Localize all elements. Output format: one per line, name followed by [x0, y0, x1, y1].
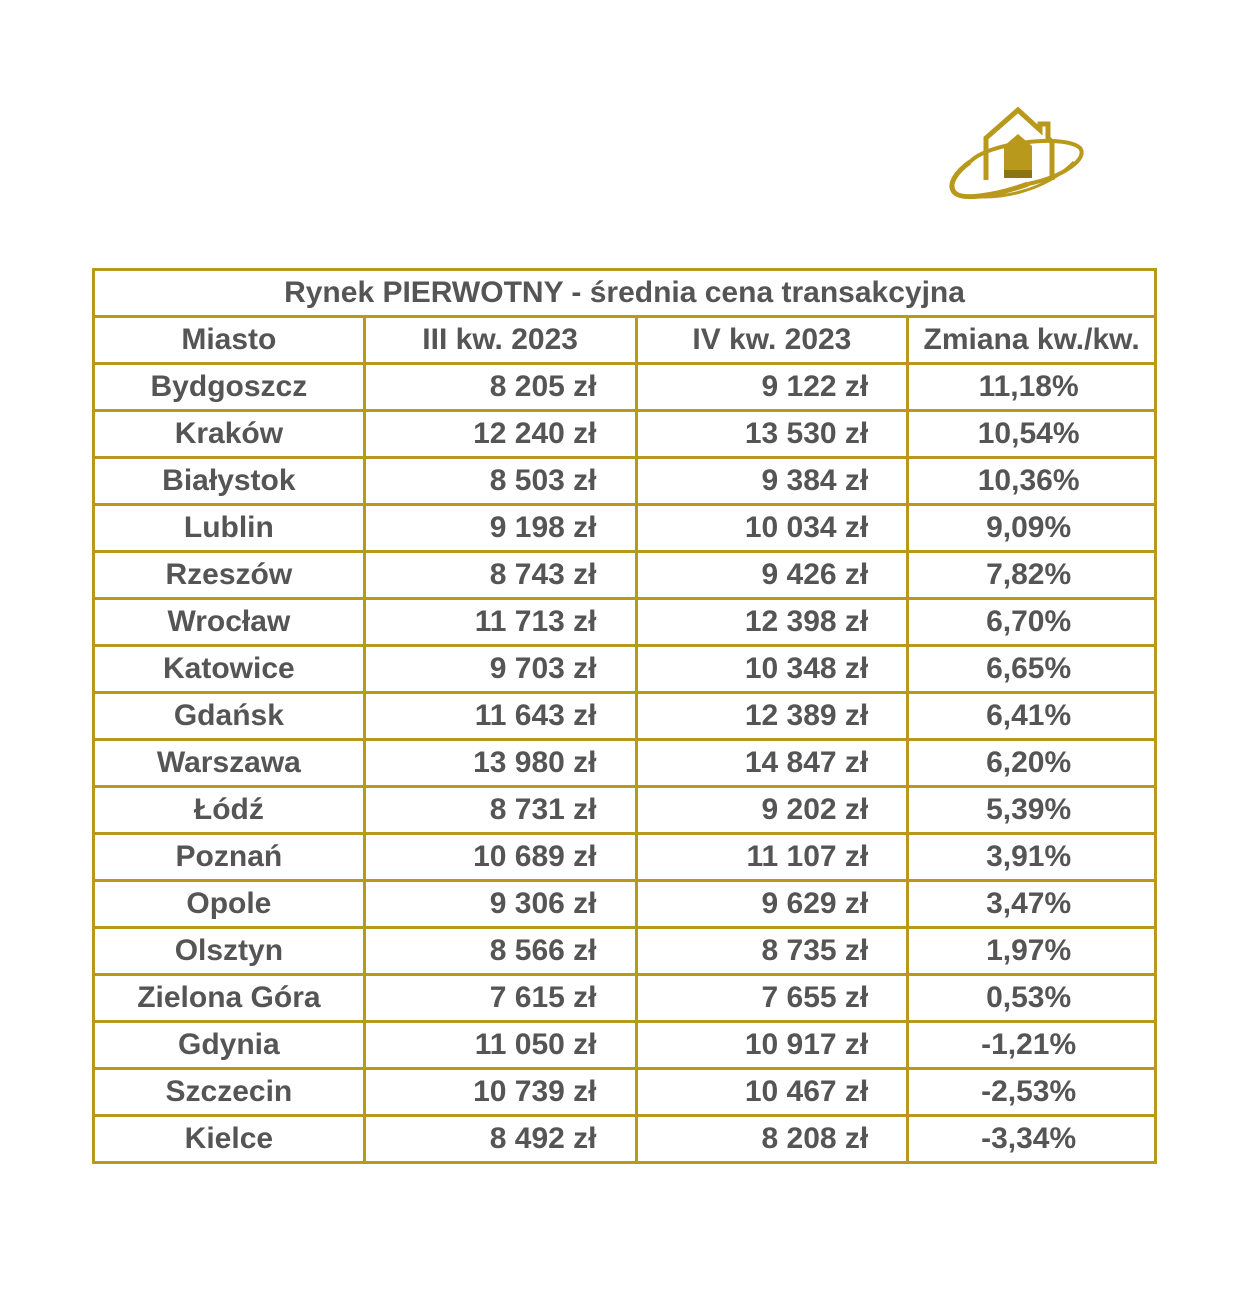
city-cell: Szczecin: [94, 1069, 365, 1116]
city-cell: Gdynia: [94, 1022, 365, 1069]
city-cell: Gdańsk: [94, 693, 365, 740]
q3-price-cell: 7 615 zł: [364, 975, 636, 1022]
city-cell: Lublin: [94, 505, 365, 552]
city-cell: Opole: [94, 881, 365, 928]
change-cell: 6,70%: [908, 599, 1156, 646]
table-row: [94, 928, 1156, 975]
change-cell: 5,39%: [908, 787, 1156, 834]
city-cell: Łódź: [94, 787, 365, 834]
q4-price-cell: 9 629 zł: [636, 881, 908, 928]
change-cell: 11,18%: [908, 364, 1156, 411]
table-row: [94, 505, 1156, 552]
table-row: [94, 1069, 1156, 1116]
q4-price-cell: 8 208 zł: [636, 1116, 908, 1163]
change-cell: 7,82%: [908, 552, 1156, 599]
change-cell: 10,54%: [908, 411, 1156, 458]
city-cell: Zielona Góra: [94, 975, 365, 1022]
city-cell: Rzeszów: [94, 552, 365, 599]
q3-price-cell: 10 739 zł: [364, 1069, 636, 1116]
city-cell: Warszawa: [94, 740, 365, 787]
city-cell: Katowice: [94, 646, 365, 693]
q3-price-cell: 9 703 zł: [364, 646, 636, 693]
table-header-row: [94, 317, 1156, 364]
column-header-city: Miasto: [94, 317, 365, 364]
change-cell: 3,47%: [908, 881, 1156, 928]
q3-price-cell: 8 743 zł: [364, 552, 636, 599]
change-cell: 1,97%: [908, 928, 1156, 975]
table-row: [94, 693, 1156, 740]
house-logo-icon: [948, 104, 1088, 204]
city-cell: Wrocław: [94, 599, 365, 646]
price-table: [92, 268, 1157, 1164]
city-cell: Białystok: [94, 458, 365, 505]
table-title-row: [94, 270, 1156, 317]
column-header-change: Zmiana kw./kw.: [908, 317, 1156, 364]
change-cell: 3,91%: [908, 834, 1156, 881]
city-cell: Kraków: [94, 411, 365, 458]
change-cell: -2,53%: [908, 1069, 1156, 1116]
table-row: [94, 834, 1156, 881]
q4-price-cell: 10 034 zł: [636, 505, 908, 552]
q4-price-cell: 9 122 zł: [636, 364, 908, 411]
q3-price-cell: 11 713 zł: [364, 599, 636, 646]
change-cell: 10,36%: [908, 458, 1156, 505]
q4-price-cell: 12 398 zł: [636, 599, 908, 646]
table-title: Rynek PIERWOTNY - średnia cena transakcyjna: [94, 270, 1156, 317]
table-row: [94, 881, 1156, 928]
q3-price-cell: 8 205 zł: [364, 364, 636, 411]
q4-price-cell: 14 847 zł: [636, 740, 908, 787]
change-cell: 9,09%: [908, 505, 1156, 552]
table-row: [94, 1022, 1156, 1069]
change-cell: 6,65%: [908, 646, 1156, 693]
q4-price-cell: 10 467 zł: [636, 1069, 908, 1116]
q3-price-cell: 13 980 zł: [364, 740, 636, 787]
q4-price-cell: 7 655 zł: [636, 975, 908, 1022]
q3-price-cell: 11 050 zł: [364, 1022, 636, 1069]
q4-price-cell: 11 107 zł: [636, 834, 908, 881]
q3-price-cell: 8 731 zł: [364, 787, 636, 834]
q4-price-cell: 10 917 zł: [636, 1022, 908, 1069]
table-body: [94, 364, 1156, 1163]
q4-price-cell: 8 735 zł: [636, 928, 908, 975]
q4-price-cell: 9 202 zł: [636, 787, 908, 834]
column-header-q3-2023: III kw. 2023: [364, 317, 636, 364]
change-cell: -3,34%: [908, 1116, 1156, 1163]
q4-price-cell: 9 426 zł: [636, 552, 908, 599]
table-row: [94, 646, 1156, 693]
q4-price-cell: 10 348 zł: [636, 646, 908, 693]
change-cell: 6,20%: [908, 740, 1156, 787]
change-cell: 0,53%: [908, 975, 1156, 1022]
q3-price-cell: 8 503 zł: [364, 458, 636, 505]
city-cell: Bydgoszcz: [94, 364, 365, 411]
q3-price-cell: 8 566 zł: [364, 928, 636, 975]
q3-price-cell: 12 240 zł: [364, 411, 636, 458]
table-row: [94, 975, 1156, 1022]
table-row: [94, 1116, 1156, 1163]
table-row: [94, 599, 1156, 646]
table-row: [94, 411, 1156, 458]
q4-price-cell: 12 389 zł: [636, 693, 908, 740]
q4-price-cell: 13 530 zł: [636, 411, 908, 458]
q3-price-cell: 10 689 zł: [364, 834, 636, 881]
city-cell: Olsztyn: [94, 928, 365, 975]
table-row: [94, 552, 1156, 599]
q4-price-cell: 9 384 zł: [636, 458, 908, 505]
table-row: [94, 787, 1156, 834]
q3-price-cell: 9 306 zł: [364, 881, 636, 928]
q3-price-cell: 9 198 zł: [364, 505, 636, 552]
q3-price-cell: 11 643 zł: [364, 693, 636, 740]
table-row: [94, 458, 1156, 505]
change-cell: 6,41%: [908, 693, 1156, 740]
table-row: [94, 364, 1156, 411]
column-header-q4-2023: IV kw. 2023: [636, 317, 908, 364]
city-cell: Kielce: [94, 1116, 365, 1163]
change-cell: -1,21%: [908, 1022, 1156, 1069]
q3-price-cell: 8 492 zł: [364, 1116, 636, 1163]
table-row: [94, 740, 1156, 787]
city-cell: Poznań: [94, 834, 365, 881]
